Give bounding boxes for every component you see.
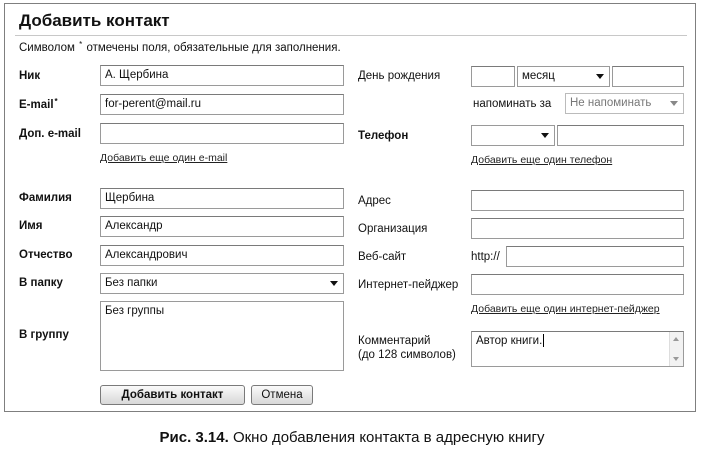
organization-input[interactable] (471, 218, 684, 239)
remind-label: напоминать за (473, 98, 552, 110)
email-required-star: * (54, 97, 58, 106)
address-label: Адрес (358, 195, 391, 207)
extra-email-label: Доп. e-mail (19, 128, 81, 140)
cancel-button[interactable]: Отмена (251, 385, 313, 405)
add-pager-link[interactable]: Добавить еще один интернет-пейджер (471, 303, 660, 315)
email-input[interactable]: for-perent@mail.ru (100, 94, 344, 115)
birthday-day-input[interactable] (471, 66, 515, 87)
add-contact-button[interactable]: Добавить контакт (100, 385, 245, 405)
comment-text: Автор книги. (476, 335, 543, 347)
email-label (19, 99, 59, 111)
website-prefix: http:// (471, 251, 500, 263)
email-label-text: E-mail (19, 99, 54, 111)
group-label: В группу (19, 329, 69, 341)
form-title: Добавить контакт (19, 11, 170, 30)
group-list[interactable] (100, 301, 344, 371)
birthday-month-select[interactable] (517, 66, 610, 87)
chevron-down-icon (596, 74, 604, 79)
scroll-down-icon[interactable] (673, 357, 679, 361)
website-label: Веб-сайт (358, 251, 407, 263)
caption-text: Окно добавления контакта в адресную книгу (232, 429, 545, 446)
remind-select-value: Не напоминать (570, 97, 652, 109)
scroll-up-icon[interactable] (673, 337, 679, 341)
pager-label: Интернет-пейджер (358, 279, 459, 291)
pager-input[interactable] (471, 274, 684, 295)
comment-hint: (до 128 символов) (358, 349, 456, 361)
phone-input[interactable] (557, 125, 684, 146)
title-divider (15, 35, 687, 36)
comment-scrollbar[interactable] (669, 332, 683, 366)
chevron-down-icon (541, 133, 549, 138)
address-input[interactable] (471, 190, 684, 211)
add-email-link[interactable]: Добавить еще один e-mail (100, 152, 228, 164)
nick-label: Ник (19, 70, 41, 82)
extra-email-input[interactable] (100, 123, 344, 144)
website-input[interactable] (506, 246, 684, 267)
add-contact-window (4, 3, 696, 412)
add-phone-link[interactable]: Добавить еще один телефон (471, 154, 613, 166)
nick-input[interactable]: А. Щербина (100, 65, 344, 86)
required-note-before: Символом (19, 42, 75, 54)
folder-label: В папку (19, 277, 63, 289)
lastname-input[interactable]: Щербина (100, 188, 344, 209)
patronymic-label: Отчество (19, 249, 73, 261)
figure-caption (0, 429, 704, 446)
caption-prefix: Рис. 3.14. (159, 429, 229, 446)
folder-select[interactable] (100, 273, 344, 294)
firstname-input[interactable]: Александр (100, 216, 344, 237)
comment-label: Комментарий (358, 335, 431, 347)
organization-label: Организация (358, 223, 428, 235)
birthday-label: День рождения (358, 70, 441, 82)
group-list-item[interactable]: Без группы (105, 305, 165, 317)
required-note (19, 42, 341, 54)
required-star: * (79, 40, 83, 49)
chevron-down-icon (330, 281, 338, 286)
folder-select-value: Без папки (105, 277, 158, 289)
phone-type-select[interactable] (471, 125, 555, 146)
required-note-after: отмечены поля, обязательные для заполнения. (86, 42, 341, 54)
comment-textarea[interactable] (471, 331, 684, 367)
birthday-month-value: месяц (522, 70, 555, 82)
phone-label: Телефон (358, 130, 409, 142)
firstname-label: Имя (19, 220, 43, 232)
lastname-label: Фамилия (19, 192, 72, 204)
patronymic-input[interactable]: Александрович (100, 245, 344, 266)
text-cursor (543, 334, 544, 347)
birthday-year-input[interactable] (612, 66, 684, 87)
remind-select[interactable] (565, 93, 684, 114)
chevron-down-icon (670, 101, 678, 106)
